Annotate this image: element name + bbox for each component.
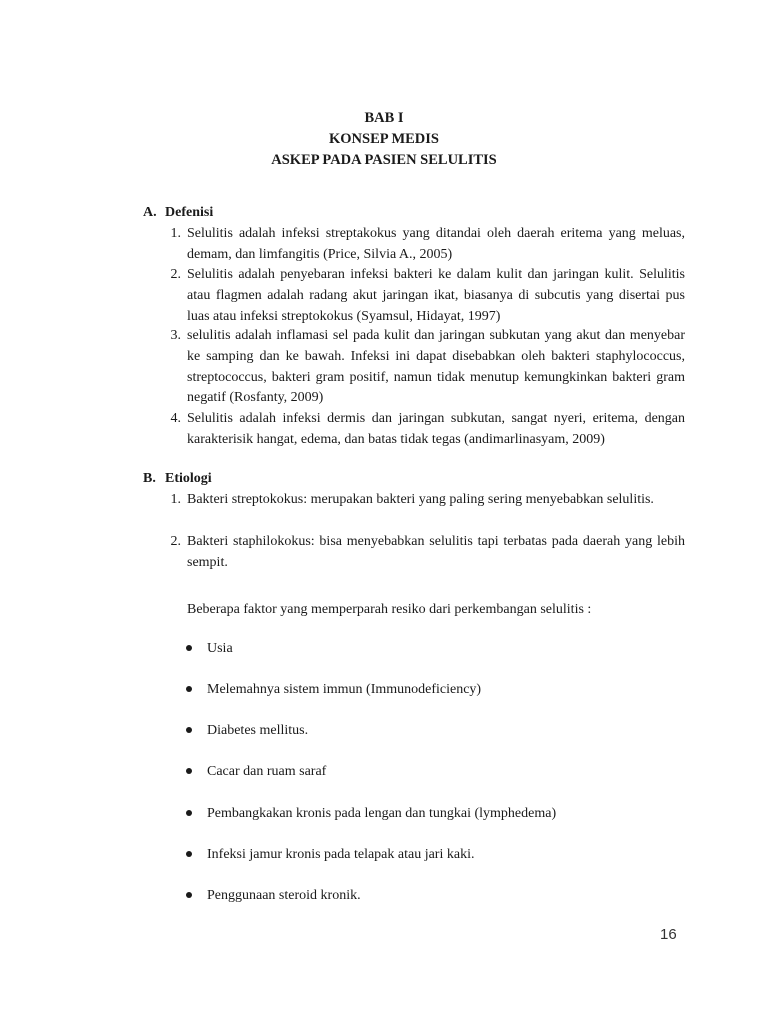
item-number: 2. xyxy=(170,534,181,549)
item-text: Bakteri staphilokokus: bisa menyebabkan selulitis tapi terbatas pada daerah yang lebih sempit. xyxy=(187,534,685,570)
item-number: 3. xyxy=(170,328,181,343)
bullet-icon xyxy=(186,727,192,733)
definition-item-3 xyxy=(170,326,685,409)
section-a-label: Defenisi xyxy=(165,205,214,220)
bullet-icon xyxy=(186,810,192,816)
etiology-item-1 xyxy=(170,490,685,511)
section-b-title xyxy=(143,469,212,489)
definition-item-2 xyxy=(170,265,685,327)
risk-factor-text: Penggunaan steroid kronik. xyxy=(207,888,361,903)
risk-factor-item xyxy=(186,639,233,659)
item-number: 4. xyxy=(170,411,181,426)
bullet-icon xyxy=(186,645,192,651)
risk-factor-item xyxy=(186,845,474,865)
section-b-letter: B. xyxy=(143,471,156,486)
item-number: 1. xyxy=(170,492,181,507)
chapter-title: ASKEP PADA PASIEN SELULITIS xyxy=(271,152,497,168)
risk-factor-text: Melemahnya sistem immun (Immunodeficiency) xyxy=(207,682,482,697)
definition-item-4 xyxy=(170,409,685,451)
chapter-label: BAB I xyxy=(364,110,404,126)
section-b-label: Etiologi xyxy=(165,471,212,486)
risk-factor-item xyxy=(186,886,361,906)
bullet-icon xyxy=(186,892,192,898)
etiology-item-2 xyxy=(170,532,685,574)
chapter-subtitle: KONSEP MEDIS xyxy=(329,131,439,147)
risk-factor-item xyxy=(186,804,556,824)
section-a-title xyxy=(143,203,213,223)
item-number: 1. xyxy=(170,226,181,241)
risk-intro: Beberapa faktor yang memperparah resiko dari perkembangan selulitis : xyxy=(187,602,592,617)
item-text: Selulitis adalah infeksi dermis dan jaringan subkutan, sangat nyeri, eritema, dengan karakterisik hangat, edema, dan batas tidak tegas (andimarlinasyam, 2009) xyxy=(187,411,685,447)
risk-factor-text: Pembangkakan kronis pada lengan dan tungkai (lymphedema) xyxy=(207,806,557,821)
definition-item-1 xyxy=(170,224,685,266)
risk-factor-text: Diabetes mellitus. xyxy=(207,723,309,738)
risk-factor-item xyxy=(186,762,326,782)
bullet-icon xyxy=(186,768,192,774)
bullet-icon xyxy=(186,851,192,857)
item-text: Selulitis adalah penyebaran infeksi bakteri ke dalam kulit dan jaringan kulit. Selulitis atau flagmen adalah radang akut jaringan ikat, biasanya di subcutis yang disertai pus luas atau infeksi streptokokus (Syamsul, Hidayat, 1997) xyxy=(187,267,685,324)
item-text: Selulitis adalah infeksi streptakokus yang ditandai oleh daerah eritema yang meluas, demam, dan limfangitis (Price, Silvia A., 2005) xyxy=(187,226,685,262)
section-a-letter: A. xyxy=(143,205,157,220)
bullet-icon xyxy=(186,686,192,692)
risk-factor-text: Usia xyxy=(207,641,233,656)
item-text: Bakteri streptokokus: merupakan bakteri yang paling sering menyebabkan selulitis. xyxy=(187,492,654,507)
risk-factor-item xyxy=(186,721,308,741)
risk-factor-item xyxy=(186,680,481,700)
risk-factor-text: Infeksi jamur kronis pada telapak atau jari kaki. xyxy=(207,847,475,862)
page-number: 16 xyxy=(660,926,677,943)
risk-factor-text: Cacar dan ruam saraf xyxy=(207,764,327,779)
item-text: selulitis adalah inflamasi sel pada kulit dan jaringan subkutan yang akut dan menyebar ke samping dan ke bawah. Infeksi ini dapat disebabkan oleh bakteri staphylococcus, streptococcus, bakteri gram positif, namun tidak menutup kemungkinkan bakteri gram negatif (Rosfanty, 2009) xyxy=(187,328,685,406)
item-number: 2. xyxy=(170,267,181,282)
